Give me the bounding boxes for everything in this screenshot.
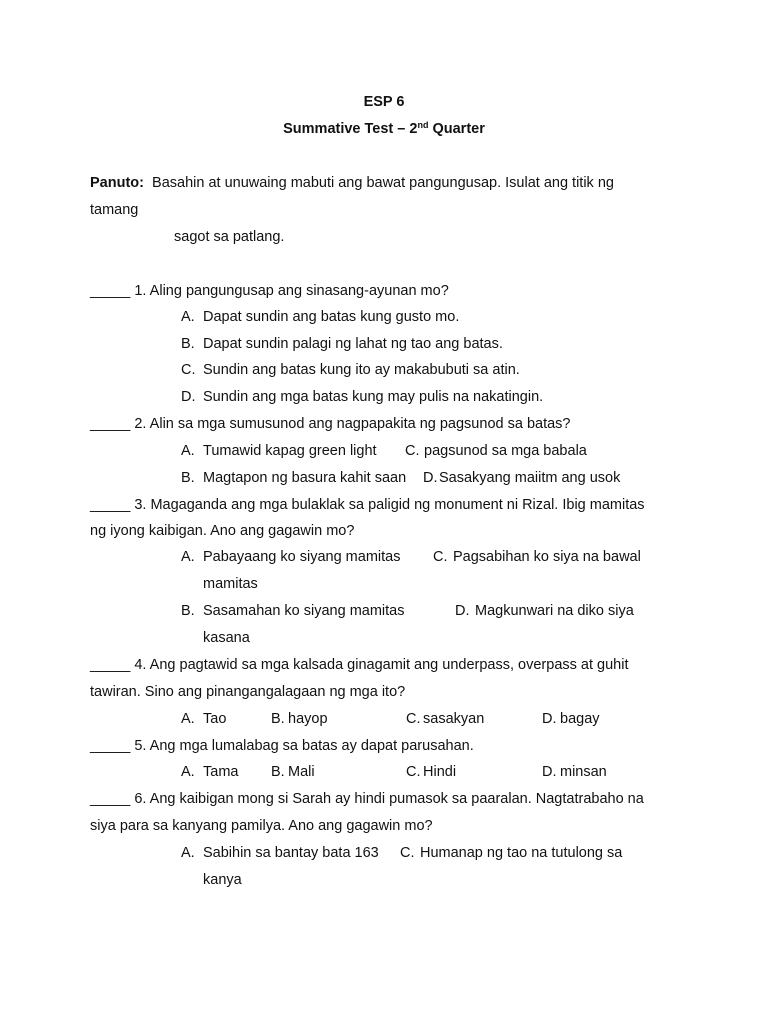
q3-choice-d-wrap: kasana: [203, 630, 250, 646]
q4-choice-b: hayop: [288, 711, 328, 727]
test-title-sup: nd: [417, 120, 429, 130]
q6-choice-c-wrap: kanya: [203, 872, 242, 888]
test-title-prefix: Summative Test – 2: [283, 121, 418, 137]
q3-choice-b: Sasamahan ko siyang mamitas: [203, 603, 405, 619]
question-3-stem-2: ng iyong kaibigan. Ano ang gagawin mo?: [90, 523, 355, 539]
q6-choice-a-letter: A.: [181, 845, 195, 861]
q4-choice-d: bagay: [560, 711, 600, 727]
q5-choice-c-letter: C.: [406, 764, 421, 780]
q2-choice-a: Tumawid kapag green light: [203, 443, 377, 459]
q4-choice-c-letter: C.: [406, 711, 421, 727]
q4-choice-a: Tao: [203, 711, 227, 727]
q3-choice-c: Pagsabihan ko siya na bawal: [453, 549, 641, 565]
q5-choice-c: Hindi: [423, 764, 457, 780]
q1-choice-d-letter: D.: [181, 389, 196, 405]
question-6-stem-2: siya para sa kanyang pamilya. Ano ang gagawin mo?: [90, 818, 433, 834]
q1-choice-a: Dapat sundin ang batas kung gusto mo.: [203, 309, 460, 325]
test-title: [0, 120, 768, 138]
question-6-stem-1: _____ 6. Ang kaibigan mong si Sarah ay hindi pumasok sa paaralan. Nagtatrabaho na: [90, 791, 644, 807]
instructions-text-2: tamang: [90, 202, 139, 218]
q2-choice-a-letter: A.: [181, 443, 195, 459]
test-title-suffix: Quarter: [428, 121, 485, 137]
question-4-stem-1: _____ 4. Ang pagtawid sa mga kalsada ginagamit ang underpass, overpass at guhit: [90, 657, 629, 673]
q4-choice-a-letter: A.: [181, 711, 195, 727]
q5-choice-d-letter: D.: [542, 764, 557, 780]
q4-choice-b-letter: B.: [271, 711, 285, 727]
instructions-line-1: [90, 174, 614, 192]
subject-title: ESP 6: [363, 94, 405, 110]
q6-choice-c-letter: C.: [400, 845, 415, 861]
q2-choice-c: pagsunod sa mga babala: [424, 443, 587, 459]
q6-choice-c: Humanap ng tao na tutulong sa: [420, 845, 623, 861]
q5-choice-b: Mali: [288, 764, 315, 780]
q2-choice-c-letter: C.: [405, 443, 420, 459]
q4-choice-d-letter: D.: [542, 711, 557, 727]
q2-choice-d: Sasakyang maiitm ang usok: [439, 470, 621, 486]
q5-choice-d: minsan: [560, 764, 607, 780]
q3-choice-d-letter: D.: [455, 603, 470, 619]
q4-choice-c: sasakyan: [423, 711, 485, 727]
q2-choice-b: Magtapon ng basura kahit saan: [203, 470, 407, 486]
q3-choice-c-letter: C.: [433, 549, 448, 565]
q2-choice-b-letter: B.: [181, 470, 195, 486]
q5-choice-a-letter: A.: [181, 764, 195, 780]
q6-choice-a: Sabihin sa bantay bata 163: [203, 845, 379, 861]
q2-choice-d-letter: D.: [423, 470, 438, 486]
q1-choice-b-letter: B.: [181, 336, 195, 352]
question-2-stem: _____ 2. Alin sa mga sumusunod ang nagpapakita ng pagsunod sa batas?: [90, 416, 571, 432]
question-4-stem-2: tawiran. Sino ang pinangangalagaan ng mga ito?: [90, 684, 406, 700]
q5-choice-a: Tama: [203, 764, 239, 780]
q1-choice-c-letter: C.: [181, 362, 196, 378]
q3-choice-b-letter: B.: [181, 603, 195, 619]
instructions-label: Panuto:: [90, 175, 144, 191]
question-3-stem-1: _____ 3. Magaganda ang mga bulaklak sa paligid ng monument ni Rizal. Ibig mamitas: [90, 497, 645, 513]
q5-choice-b-letter: B.: [271, 764, 285, 780]
q3-choice-c-wrap: mamitas: [203, 576, 258, 592]
q3-choice-a: Pabayaang ko siyang mamitas: [203, 549, 401, 565]
instructions-text-3: sagot sa patlang.: [174, 229, 285, 245]
q1-choice-d: Sundin ang mga batas kung may pulis na nakatingin.: [203, 389, 544, 405]
q1-choice-c: Sundin ang batas kung ito ay makabubuti sa atin.: [203, 362, 520, 378]
q1-choice-a-letter: A.: [181, 309, 195, 325]
q1-choice-b: Dapat sundin palagi ng lahat ng tao ang batas.: [203, 336, 503, 352]
q3-choice-d: Magkunwari na diko siya: [475, 603, 634, 619]
question-1-stem: _____ 1. Aling pangungusap ang sinasang-ayunan mo?: [90, 283, 449, 299]
question-5-stem: _____ 5. Ang mga lumalabag sa batas ay dapat parusahan.: [90, 738, 474, 754]
q3-choice-a-letter: A.: [181, 549, 195, 565]
instructions-text-1: Basahin at unuwaing mabuti ang bawat pangungusap. Isulat ang titik ng: [152, 175, 614, 191]
